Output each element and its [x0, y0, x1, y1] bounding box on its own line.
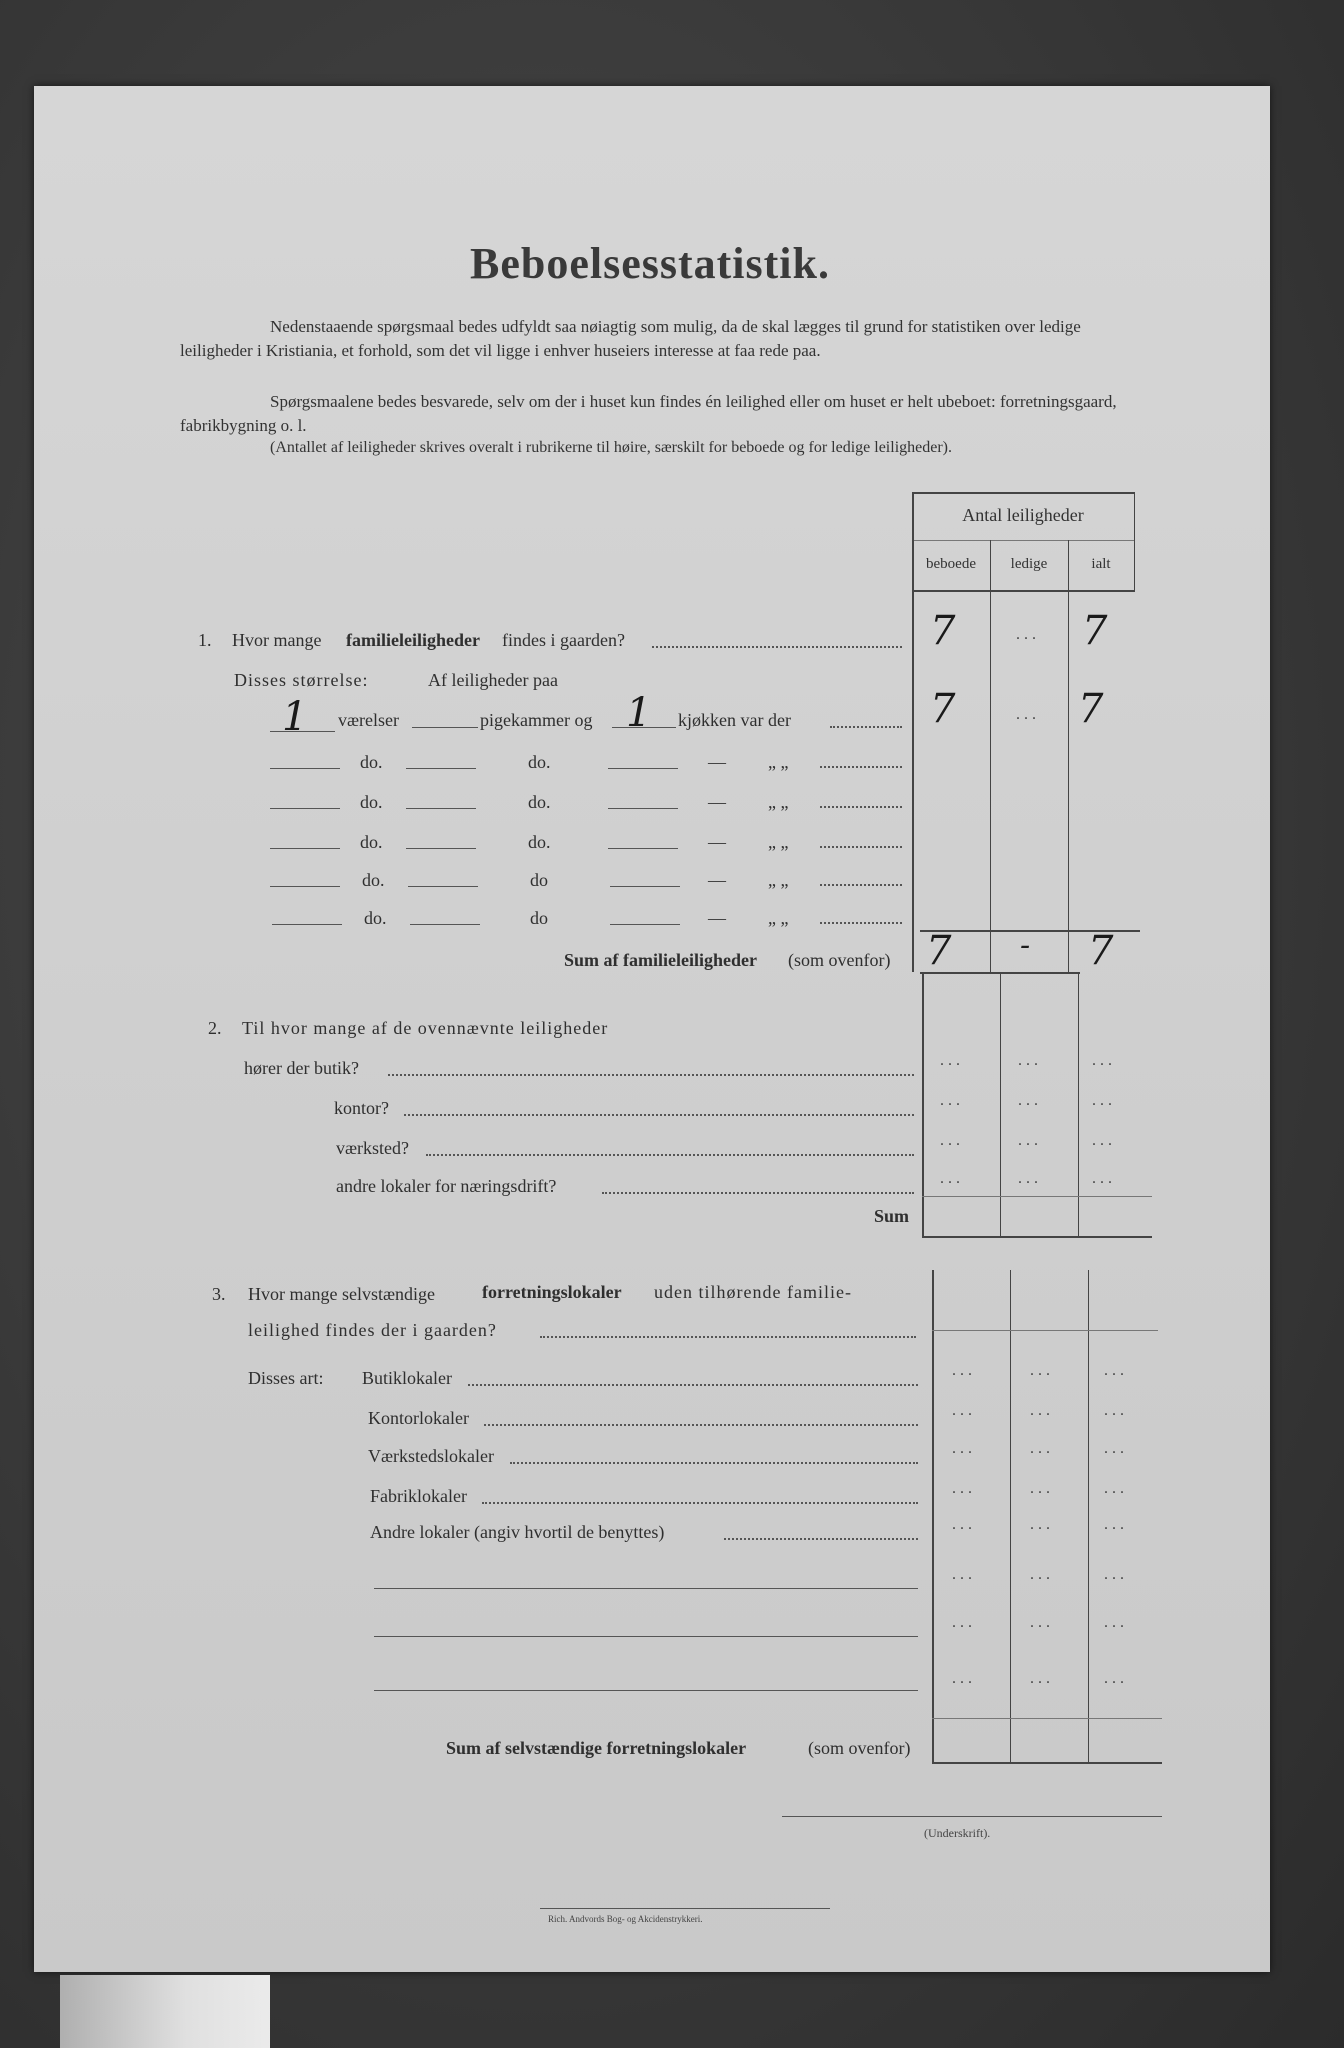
pigekammer-blank — [412, 727, 478, 728]
q2-andre: andre lokaler for næringsdrift? — [336, 1176, 557, 1196]
q3-vaerksted: Værkstedslokaler — [368, 1446, 494, 1466]
do-label: do. — [360, 752, 383, 772]
kjokken-label: kjøkken var der — [678, 710, 791, 730]
column-header-beboede: beboede — [926, 556, 976, 572]
vaerelser-label: værelser — [338, 710, 399, 730]
sizes-sub-label: Af leiligheder paa — [428, 670, 558, 690]
ditto-marks: „ „ — [768, 792, 789, 812]
q2-kontor: kontor? — [334, 1098, 389, 1118]
empty-cell-dots: ... — [952, 1566, 976, 1583]
blank-line — [608, 848, 678, 849]
table-top-rule — [912, 492, 1134, 494]
leader-dots — [484, 1424, 918, 1426]
intro-paragraph-1: Nedenstaaende spørgsmaal bedes udfyldt saa nøiagtig som mulig, da de skal lægges til grund for statistiken over ledige leiligheder i Kristiania, et forhold, som det vil ligge i enhver huseiers interesse at faa rede paa. — [180, 317, 1081, 360]
q1-text-post: findes i gaarden? — [502, 630, 625, 650]
q2-sum-label: Sum — [874, 1206, 910, 1226]
blank-line — [608, 768, 678, 769]
do-label: do — [530, 908, 548, 928]
ditto-marks: „ „ — [768, 870, 789, 890]
blank-line — [406, 848, 476, 849]
empty-cell-dots: ... — [1104, 1516, 1128, 1533]
empty-cell-dots: ... — [1016, 706, 1040, 723]
sum-beboede-value: 7 — [926, 928, 952, 974]
q3-butik: Butiklokaler — [362, 1368, 452, 1388]
ditto-marks: „ „ — [768, 908, 789, 928]
printer-imprint: Rich. Andvords Bog- og Akcidenstrykkeri. — [548, 1914, 703, 1924]
empty-cell-dots: ... — [1018, 1132, 1042, 1149]
empty-cell-dots: ... — [940, 1092, 964, 1109]
q2-line1: Til hvor mange af de ovennævnte leiligheder — [242, 1018, 609, 1038]
empty-cell-dots: ... — [1104, 1614, 1128, 1631]
blank-line — [270, 886, 340, 887]
empty-cell-dots: ... — [952, 1362, 976, 1379]
q1-ialt-value: 7 — [1082, 608, 1108, 654]
leader-dots — [468, 1384, 918, 1386]
table-line — [1088, 1270, 1089, 1762]
table-header-bottom-rule — [912, 590, 1134, 592]
blank-line — [610, 924, 680, 925]
blank-line — [410, 924, 480, 925]
q3-number: 3. — [212, 1284, 226, 1304]
leader-dots — [820, 766, 902, 768]
q1-sum-bold: Sum af familieleiligheder — [564, 950, 757, 970]
empty-cell-dots: ... — [1018, 1170, 1042, 1187]
blank-line — [610, 886, 680, 887]
leader-dots — [404, 1114, 914, 1116]
leader-dots — [540, 1336, 916, 1338]
column-header-ledige: ledige — [1010, 556, 1048, 572]
q3-sum-rest: (som ovenfor) — [808, 1738, 911, 1758]
do-label: do — [530, 870, 548, 890]
empty-cell-dots: ... — [1092, 1092, 1116, 1109]
q3-line1-pre: Hvor mange selvstændige — [248, 1284, 435, 1304]
empty-cell-dots: ... — [952, 1670, 976, 1687]
scan-glare — [60, 1975, 270, 2048]
q1-number: 1. — [198, 630, 212, 650]
write-in-line[interactable] — [374, 1588, 918, 1589]
q1-text-bold: familieleiligheder — [346, 630, 480, 650]
table-line — [1078, 972, 1079, 1238]
q3-line1-bold: forretningslokaler — [482, 1282, 622, 1302]
empty-cell-dots: ... — [1016, 626, 1040, 643]
table-group-header: Antal leiligheder — [962, 505, 1084, 525]
empty-cell-dots: ... — [952, 1516, 976, 1533]
leader-dots — [482, 1502, 918, 1504]
q3-andre: Andre lokaler (angiv hvortil de benyttes) — [370, 1522, 665, 1542]
table-line — [912, 492, 914, 972]
intro-paragraph-2: Spørgsmaalene bedes besvarede, selv om der i huset kun findes én leilighed eller om huset er helt ubeboet: forretningsgaard, fabrikbygning o. l. — [180, 392, 1117, 435]
empty-cell-dots: ... — [1104, 1670, 1128, 1687]
empty-cell-dots: ... — [1030, 1614, 1054, 1631]
table-line — [1068, 540, 1069, 972]
do-label: do. — [360, 792, 383, 812]
table-line — [1010, 1270, 1011, 1762]
leader-dots — [510, 1462, 918, 1464]
leader-dots — [724, 1538, 918, 1540]
table-line — [1134, 492, 1135, 592]
rooms-value: 1 — [282, 694, 308, 740]
q3-sum-bottom-rule — [932, 1762, 1162, 1764]
empty-cell-dots: ... — [1018, 1092, 1042, 1109]
table-line — [1000, 972, 1001, 1238]
q2-sum-bottom-rule — [922, 1236, 1152, 1238]
dash: — — [708, 870, 726, 890]
empty-cell-dots: ... — [1104, 1566, 1128, 1583]
empty-cell-dots: ... — [1030, 1670, 1054, 1687]
do-label: do. — [360, 832, 383, 852]
q2-sum-top-rule — [922, 1196, 1152, 1197]
table-line — [932, 1270, 934, 1762]
q1-sum-rest: (som ovenfor) — [788, 950, 891, 970]
blank-line — [270, 768, 340, 769]
leader-dots — [602, 1192, 914, 1194]
table-header-divider — [912, 540, 1134, 541]
blank-line — [270, 848, 340, 849]
q3-header-rule — [932, 1330, 1158, 1331]
dash: — — [708, 908, 726, 928]
q2-butik: hører der butik? — [244, 1058, 359, 1078]
empty-cell-dots: ... — [1030, 1516, 1054, 1533]
empty-cell-dots: ... — [1092, 1132, 1116, 1149]
leader-dots — [652, 646, 902, 648]
blank-line — [406, 808, 476, 809]
q3-kontor: Kontorlokaler — [368, 1408, 469, 1428]
ditto-marks: „ „ — [768, 832, 789, 852]
blank-line — [270, 808, 340, 809]
q2-number: 2. — [208, 1018, 222, 1038]
q3-sum-bold: Sum af selvstændige forretningslokaler — [446, 1738, 747, 1758]
blank-line — [608, 808, 678, 809]
q3-fabrik: Fabriklokaler — [370, 1486, 467, 1506]
dash: — — [708, 792, 726, 812]
q3-line1-post: uden tilhørende familie- — [654, 1282, 852, 1302]
do-label: do. — [362, 870, 385, 890]
signature-label: (Underskrift). — [924, 1826, 991, 1840]
intro-paragraph-3: (Antallet af leiligheder skrives overalt i rubrikerne til høire, særskilt for beboede og for ledige leiligheder). — [270, 439, 952, 456]
empty-cell-dots: ... — [952, 1402, 976, 1419]
sum-ialt-value: 7 — [1088, 928, 1114, 974]
leader-dots — [820, 922, 902, 924]
signature-line[interactable] — [782, 1816, 1162, 1817]
blank-line — [272, 924, 342, 925]
empty-cell-dots: ... — [1104, 1440, 1128, 1457]
column-header-ialt: ialt — [1091, 556, 1111, 572]
empty-cell-dots: ... — [940, 1170, 964, 1187]
blank-line — [408, 886, 478, 887]
leader-dots — [426, 1154, 914, 1156]
empty-cell-dots: ... — [1030, 1362, 1054, 1379]
leader-dots — [820, 846, 902, 848]
empty-cell-dots: ... — [1030, 1480, 1054, 1497]
empty-cell-dots: ... — [1092, 1170, 1116, 1187]
row1-beboede-value: 7 — [930, 686, 956, 732]
printer-rule — [540, 1908, 830, 1909]
row1-ialt-value: 7 — [1078, 686, 1104, 732]
q3-sum-top-rule — [932, 1718, 1162, 1719]
empty-cell-dots: ... — [1030, 1440, 1054, 1457]
empty-cell-dots: ... — [1018, 1052, 1042, 1069]
table-line — [922, 972, 924, 1238]
do-label: do. — [528, 752, 551, 772]
q1-beboede-value: 7 — [930, 608, 956, 654]
kitchens-value: 1 — [626, 690, 652, 736]
leader-dots — [388, 1074, 914, 1076]
empty-cell-dots: ... — [952, 1614, 976, 1631]
q1-text-pre: Hvor mange — [232, 630, 322, 650]
empty-cell-dots: ... — [940, 1052, 964, 1069]
q2-vaerksted: værksted? — [336, 1138, 409, 1158]
dash: — — [708, 752, 726, 772]
write-in-line[interactable] — [374, 1636, 918, 1637]
leader-dots — [830, 726, 902, 728]
leader-dots — [820, 884, 902, 886]
do-label: do. — [528, 832, 551, 852]
empty-cell-dots: ... — [1104, 1402, 1128, 1419]
dash: — — [708, 832, 726, 852]
q3-line2: leilighed findes der i gaarden? — [248, 1320, 497, 1340]
sum-ledige-value: - — [1020, 928, 1031, 963]
do-label: do. — [528, 792, 551, 812]
empty-cell-dots: ... — [1092, 1052, 1116, 1069]
empty-cell-dots: ... — [952, 1440, 976, 1457]
write-in-line[interactable] — [374, 1690, 918, 1691]
do-label: do. — [364, 908, 387, 928]
blank-line — [406, 768, 476, 769]
empty-cell-dots: ... — [1104, 1480, 1128, 1497]
page-title: Beboelsesstatistik. — [470, 239, 830, 288]
empty-cell-dots: ... — [1030, 1566, 1054, 1583]
sizes-label: Disses størrelse: — [234, 670, 369, 690]
empty-cell-dots: ... — [940, 1132, 964, 1149]
empty-cell-dots: ... — [1030, 1402, 1054, 1419]
q3-art-label: Disses art: — [248, 1368, 324, 1388]
empty-cell-dots: ... — [952, 1480, 976, 1497]
pigekammer-label: pigekammer og — [480, 710, 593, 730]
leader-dots — [820, 806, 902, 808]
empty-cell-dots: ... — [1104, 1362, 1128, 1379]
ditto-marks: „ „ — [768, 752, 789, 772]
table-line — [990, 540, 991, 972]
